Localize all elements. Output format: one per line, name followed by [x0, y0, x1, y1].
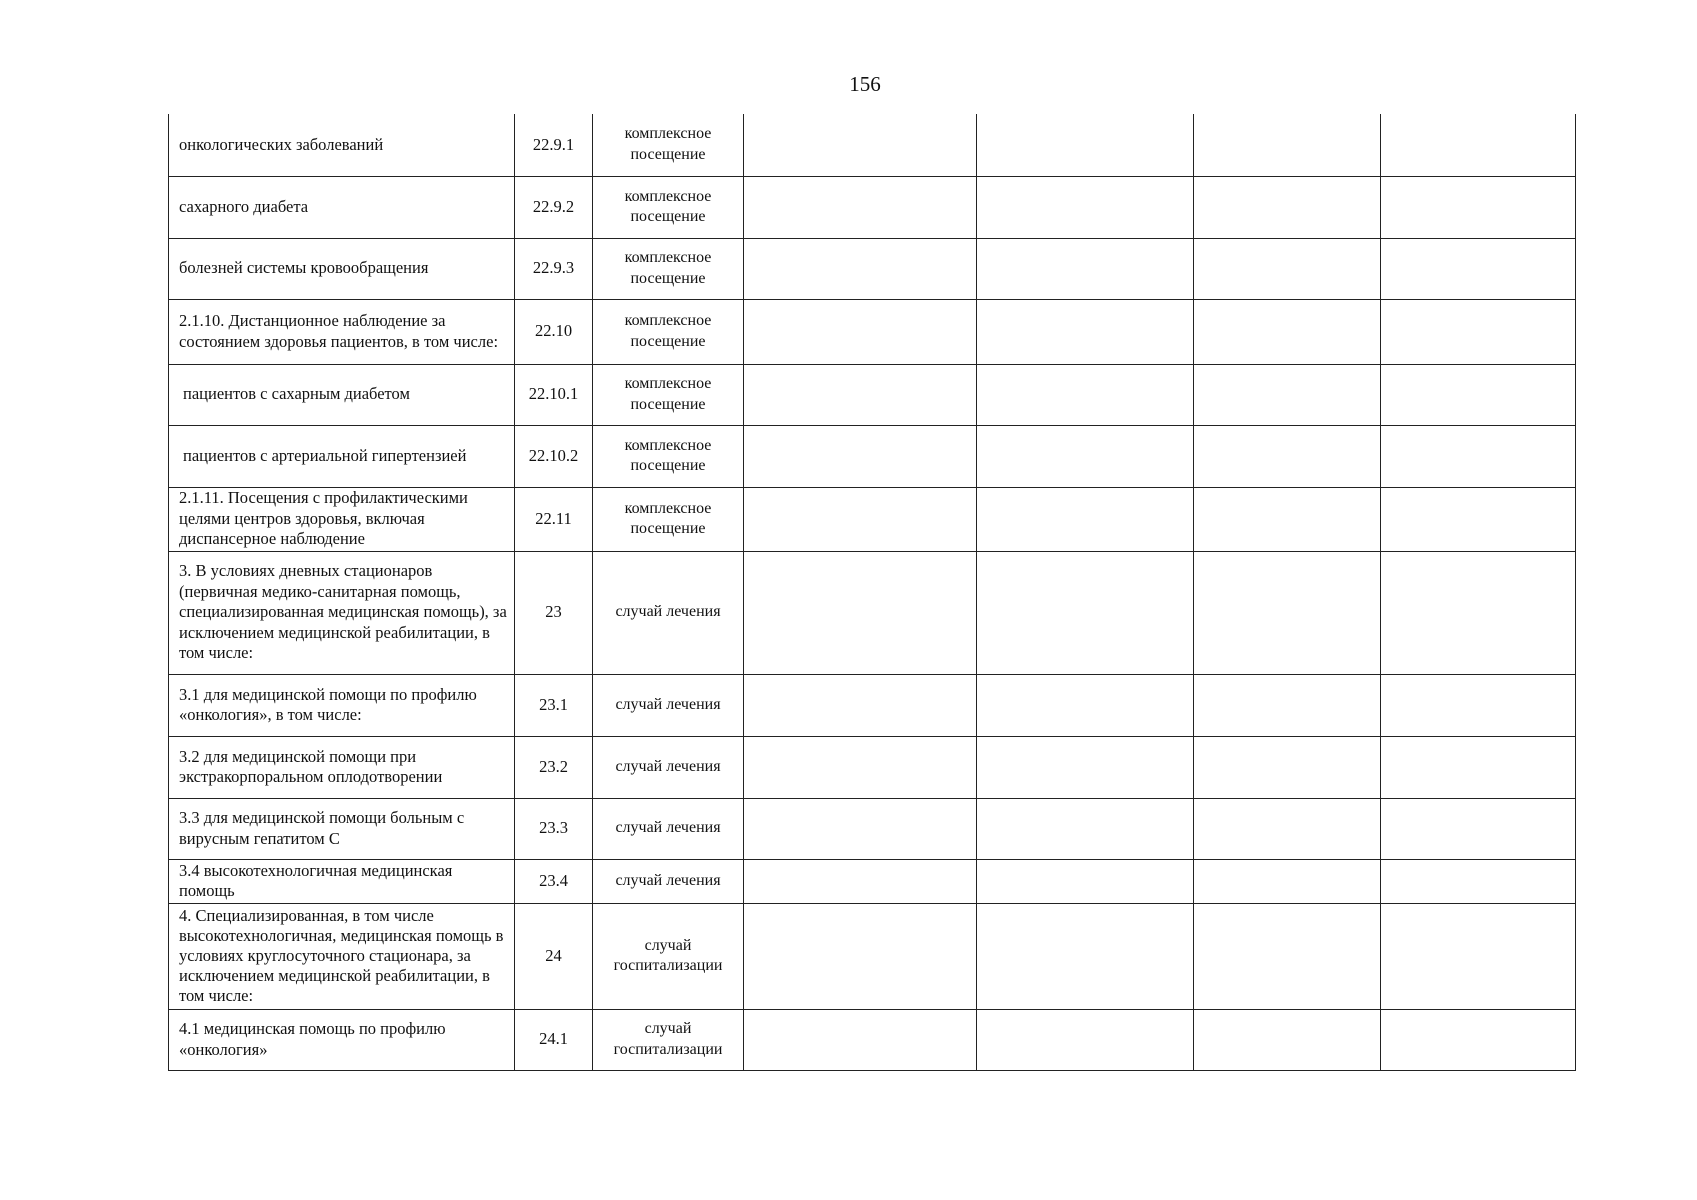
empty-cell: [1194, 736, 1381, 798]
row-code: 23.4: [515, 859, 593, 903]
empty-cell: [977, 736, 1194, 798]
empty-cell: [1194, 238, 1381, 299]
row-name: 4.1 медицинская помощь по профилю «онкология»: [169, 1009, 515, 1070]
row-code: 23.2: [515, 736, 593, 798]
empty-cell: [1194, 859, 1381, 903]
empty-cell: [977, 114, 1194, 176]
empty-cell: [744, 798, 977, 859]
empty-cell: [1381, 425, 1576, 487]
table-row: [169, 299, 1576, 364]
row-name: 2.1.10. Дистанционное наблюдение за состоянием здоровья пациентов, в том числе:: [169, 299, 515, 364]
empty-cell: [977, 364, 1194, 425]
row-code: 22.9.3: [515, 238, 593, 299]
row-name: 3.2 для медицинской помощи при экстракорпоральном оплодотворении: [169, 736, 515, 798]
table-row: [169, 903, 1576, 1009]
table-row: [169, 176, 1576, 238]
empty-cell: [977, 1009, 1194, 1070]
empty-cell: [977, 176, 1194, 238]
row-name: пациентов с артериальной гипертензией: [169, 425, 515, 487]
row-unit: комплексное посещение: [593, 238, 744, 299]
row-unit: случай лечения: [593, 798, 744, 859]
row-code: 23.1: [515, 674, 593, 736]
row-name: 3.4 высокотехнологичная медицинская помощь: [169, 859, 515, 903]
empty-cell: [1194, 903, 1381, 1009]
empty-cell: [1381, 903, 1576, 1009]
empty-cell: [1194, 114, 1381, 176]
empty-cell: [1381, 798, 1576, 859]
row-code: 22.10.1: [515, 364, 593, 425]
row-code: 22.9.1: [515, 114, 593, 176]
row-name: 3. В условиях дневных стационаров (первичная медико-санитарная помощь, специализированная медицинская помощь), за исключением медицинской реабилитации, в том числе:: [169, 551, 515, 674]
row-code: 24.1: [515, 1009, 593, 1070]
row-unit: случай лечения: [593, 551, 744, 674]
empty-cell: [744, 1009, 977, 1070]
row-code: 22.10.2: [515, 425, 593, 487]
row-name: 4. Специализированная, в том числе высокотехнологичная, медицинская помощь в условиях круглосуточного стационара, за исключением медицинской реабилитации, в том числе:: [169, 903, 515, 1009]
table-row: [169, 487, 1576, 551]
empty-cell: [977, 551, 1194, 674]
empty-cell: [977, 903, 1194, 1009]
table-row: [169, 859, 1576, 903]
row-unit: случай лечения: [593, 736, 744, 798]
row-unit: комплексное посещение: [593, 176, 744, 238]
empty-cell: [1381, 1009, 1576, 1070]
empty-cell: [1194, 176, 1381, 238]
table-row: [169, 1009, 1576, 1070]
empty-cell: [744, 551, 977, 674]
empty-cell: [1381, 859, 1576, 903]
empty-cell: [1381, 114, 1576, 176]
empty-cell: [1194, 299, 1381, 364]
empty-cell: [1194, 364, 1381, 425]
empty-cell: [1194, 425, 1381, 487]
empty-cell: [977, 674, 1194, 736]
row-code: 23.3: [515, 798, 593, 859]
row-name: 3.1 для медицинской помощи по профилю «онкология», в том числе:: [169, 674, 515, 736]
table-row: [169, 674, 1576, 736]
row-unit: комплексное посещение: [593, 114, 744, 176]
row-unit: комплексное посещение: [593, 487, 744, 551]
row-code: 22.11: [515, 487, 593, 551]
empty-cell: [1381, 674, 1576, 736]
table-row: [169, 364, 1576, 425]
row-name: онкологических заболеваний: [169, 114, 515, 176]
row-name: сахарного диабета: [169, 176, 515, 238]
empty-cell: [744, 114, 977, 176]
data-table: [168, 114, 1576, 1071]
empty-cell: [744, 238, 977, 299]
row-code: 22.9.2: [515, 176, 593, 238]
page-number: 156: [849, 72, 881, 96]
row-unit: случай лечения: [593, 674, 744, 736]
table-row: [169, 114, 1576, 176]
empty-cell: [977, 487, 1194, 551]
empty-cell: [1194, 674, 1381, 736]
row-unit: случай лечения: [593, 859, 744, 903]
empty-cell: [1381, 364, 1576, 425]
empty-cell: [1194, 487, 1381, 551]
empty-cell: [977, 238, 1194, 299]
row-name: 3.3 для медицинской помощи больным с вирусным гепатитом С: [169, 798, 515, 859]
empty-cell: [1381, 551, 1576, 674]
row-name: пациентов с сахарным диабетом: [169, 364, 515, 425]
row-unit: комплексное посещение: [593, 425, 744, 487]
table-row: [169, 736, 1576, 798]
empty-cell: [744, 487, 977, 551]
row-unit: комплексное посещение: [593, 364, 744, 425]
empty-cell: [1381, 487, 1576, 551]
empty-cell: [977, 425, 1194, 487]
row-name: болезней системы кровообращения: [169, 238, 515, 299]
empty-cell: [744, 299, 977, 364]
empty-cell: [1381, 736, 1576, 798]
row-code: 22.10: [515, 299, 593, 364]
empty-cell: [977, 299, 1194, 364]
empty-cell: [744, 674, 977, 736]
table-row: [169, 425, 1576, 487]
empty-cell: [977, 798, 1194, 859]
table-row: [169, 238, 1576, 299]
table-row: [169, 551, 1576, 674]
empty-cell: [744, 736, 977, 798]
row-code: 24: [515, 903, 593, 1009]
empty-cell: [1381, 238, 1576, 299]
table-row: [169, 798, 1576, 859]
empty-cell: [744, 176, 977, 238]
row-unit: случай госпитализации: [593, 1009, 744, 1070]
empty-cell: [977, 859, 1194, 903]
empty-cell: [744, 364, 977, 425]
empty-cell: [744, 425, 977, 487]
empty-cell: [1381, 299, 1576, 364]
row-name: 2.1.11. Посещения с профилактическими целями центров здоровья, включая диспансерное наблюдение: [169, 487, 515, 551]
empty-cell: [744, 859, 977, 903]
table-body: [169, 114, 1576, 1070]
empty-cell: [744, 903, 977, 1009]
row-code: 23: [515, 551, 593, 674]
row-unit: случай госпитализации: [593, 903, 744, 1009]
empty-cell: [1194, 1009, 1381, 1070]
empty-cell: [1194, 798, 1381, 859]
empty-cell: [1381, 176, 1576, 238]
row-unit: комплексное посещение: [593, 299, 744, 364]
empty-cell: [1194, 551, 1381, 674]
